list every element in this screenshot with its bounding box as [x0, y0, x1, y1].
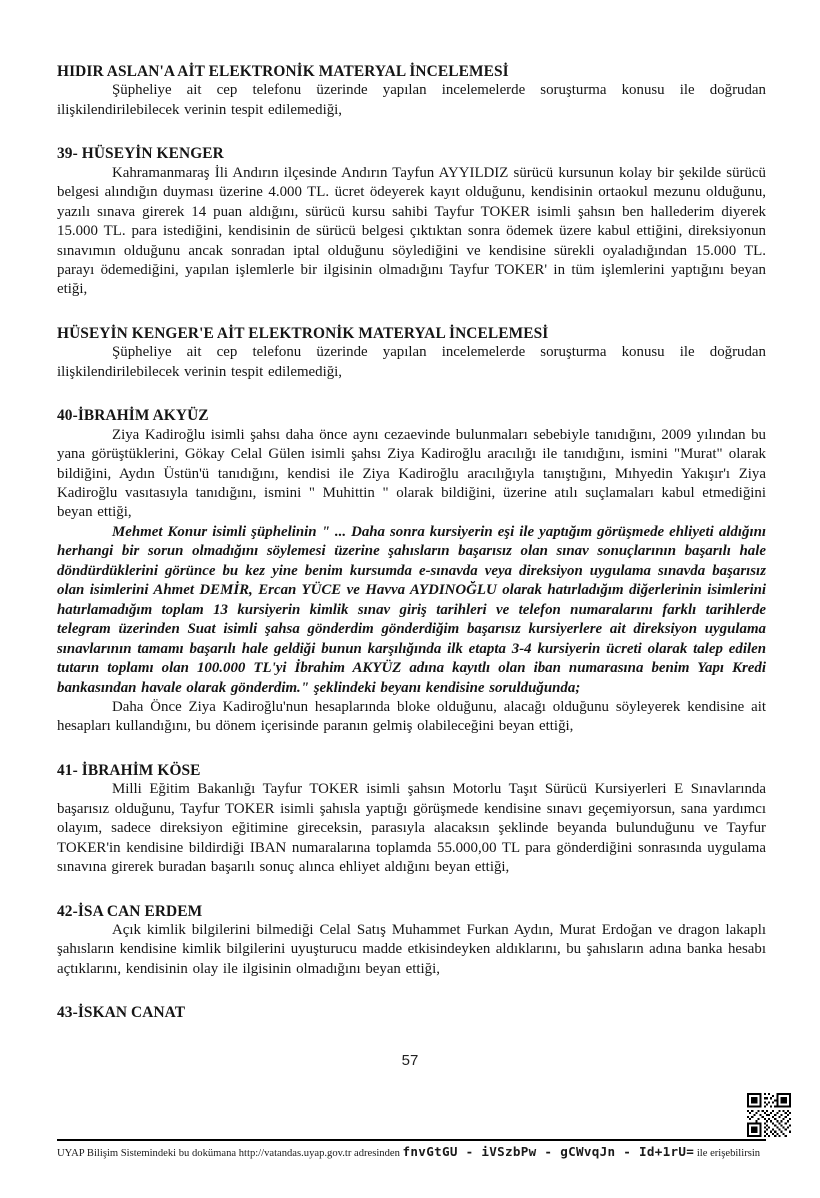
footer-access-suffix: ile erişebilirsin [694, 1148, 761, 1159]
page-number: 57 [401, 1052, 419, 1069]
document-body [57, 62, 766, 1023]
paragraph: Daha Önce Ziya Kadiroğlu'nun hesaplarında bloke olduğunu, alacağı olduğunu söyleyerek kendisine ait hesapları kullandığını, bu dönem içerisinde paranın gelmiş olabileceğini beyan ettiği, [57, 698, 766, 735]
section-heading-42-isa-can-erdem: 42-İSA CAN ERDEM [57, 902, 203, 920]
paragraph: Şüpheliye ait cep telefonu üzerinde yapılan incelemelerde soruşturma konusu ile doğrudan ilişkilendirilebilecek verinin tespit edilemediği, [57, 344, 766, 380]
section-heading-40-ibrahim-akyuz: 40-İBRAHİM AKYÜZ [57, 407, 209, 425]
quoted-statement-paragraph: Mehmet Konur isimli şüphelinin " ... Daha sonra kursiyerin eşi ile yaptığım görüşmede ehliyeti aldığını herhangi bir sorun olmadığını söylemesi üzerine şahısların başarısız olan sınav sonuçlarının başarılı hale döndürdüklerini görünce bu kez yine benim kursumda e-sınavda veya direksiyon uygulama sınavda başarısız olan isimlerini Ahmet DEMİR, Ercan YÜCE ve Havva AYDINOĞLU olarak hatırladığım diğerlerinin isimlerini hatırlamadığım toplam 13 kursiyerin kimlik sınav giriş tarihleri ve telefon numaralarını farklı tarihlerde telegram üzerinden Suat isimli şahsa gönderdim gönderdiğim başarısız kursiyerlere ait direksiyon uygulama sınavlarının tamamı başarılı hale geldiği bunun karşılığında ilk etapta 3-4 kursiyerin ücreti olarak talep edilen tutarın toplamı olan 100.000 TL'yi İbrahim AKYÜZ adına kayıtlı olan iban numarasına benim Yapı Kredi bankasından havale olarak gönderdim." şeklindeki beyanı kendisine sorulduğunda; [57, 523, 766, 696]
footer-access-code: fnvGtGU - iVSzbPw - gCWvqJn - Id+1rU= [402, 1144, 695, 1159]
paragraph: Şüpheliye ait cep telefonu üzerinde yapılan incelemelerde soruşturma konusu ile doğrudan ilişkilendirilebilecek verinin tespit edilemediği, [57, 82, 766, 118]
section-heading-huseyin-kenger-materyal: HÜSEYİN KENGER'E AİT ELEKTRONİK MATERYAL İNCELEMESİ [57, 324, 549, 342]
section-heading-39-huseyin-kenger: 39- HÜSEYİN KENGER [57, 145, 224, 163]
section-heading-hidir-aslan: HIDIR ASLAN'A AİT ELEKTRONİK MATERYAL İNCELEMESİ [57, 63, 509, 80]
paragraph: Ziya Kadiroğlu isimli şahsı daha önce aynı cezaevinde bulunmaları sebebiyle tanıdığını, 2009 yılından bu yana görüştüklerini, Gökay Celal Gülen isimli şahsı Ziya Kadiroğlu aracılığı ile tanıdığını, ismini "Murat" olarak bildiğini, Aydın Üstün'ü tanıdığını, kendisi ile Ziya Kadiroğlu aracılığıyla tanıştığını, Mıhyedin Yakışır'ı Ziya Kadiroğlu vasıtasıyla tanıdığını, ismini " Muhittin " olarak bildiğini, üzerine atılı suçlamaları kabul etmediğini beyan ettiği, [57, 426, 766, 521]
footer-access-text: UYAP Bilişim Sistemindeki bu dokümana http://vatandas.uyap.gov.tr adresinden [57, 1148, 403, 1159]
footer [57, 1144, 766, 1159]
paragraph: Milli Eğitim Bakanlığı Tayfur TOKER isimli şahsın Motorlu Taşıt Sürücü Kursiyerleri E Sınavlarında başarısız olduğunu, Tayfur TOKER isimli şahısla yaptığı görüşmede kendisine sınavı geçemiyorsun, sana yardımcı olayım, sadece direksiyon eğitimine gireceksin, parasıyla alacaksın şeklinde beyanda bulunduğunu ve Tayfur TOKER'in kendisine bildirdiği IBAN numaralarına toplamda 55.000,00 TL para gönderdiğini sonrasında uygulama sınavına girerek buradan başarılı sonuç alınca ehliyet aldığını beyan ettiği, [57, 781, 766, 876]
section-heading-41-ibrahim-kose: 41- İBRAHİM KÖSE [57, 761, 201, 779]
section-heading-43-iskan-canat: 43-İSKAN CANAT [57, 1004, 186, 1022]
paragraph: Kahramanmaraş İli Andırın ilçesinde Andırın Tayfun AYYILDIZ sürücü kursunun kolay bir şekilde sürücü belgesi alındığın duyması üzerine 4.000 TL. ücret ödeyerek kayıt olduğunu, kendisinin ortaokul mezunu olduğunu, yazılı sınava girerek 14 puan aldığını, sürücü kursu sahibi Tayfur TOKER isimli şahsın ben hallederim diyerek 15.000 TL. para istediğini, kendisinin de sürücü belgesi çıktıktan sonra ödemek üzere kabul ettiğini, direksiyonun sınavımın olduğunu ancak sonradan iptal olduğunu söylediğini ve kendisine sürekli oyaladığından 15.000 TL. parayı ödemediğini, yapılan işlemlerle bir ilgisinin olmadığını Tayfur TOKER' in tüm işlemlerini yaptığını beyan etiği, [57, 164, 766, 298]
footer-divider [57, 1139, 766, 1141]
qr-code-icon [747, 1093, 791, 1137]
paragraph: Açık kimlik bilgilerini bilmediği Celal Satış Muhammet Furkan Aydın, Murat Erdoğan ve dragon lakaplı şahısların kendisine kimlik bilgilerini uyuşturucu madde etkisindeyken aldıklarını, bu şahısların adına banka hesabı açtıklarını, kendisinin olay ile ilgisinin olmadığını beyan ettiği, [57, 921, 766, 977]
